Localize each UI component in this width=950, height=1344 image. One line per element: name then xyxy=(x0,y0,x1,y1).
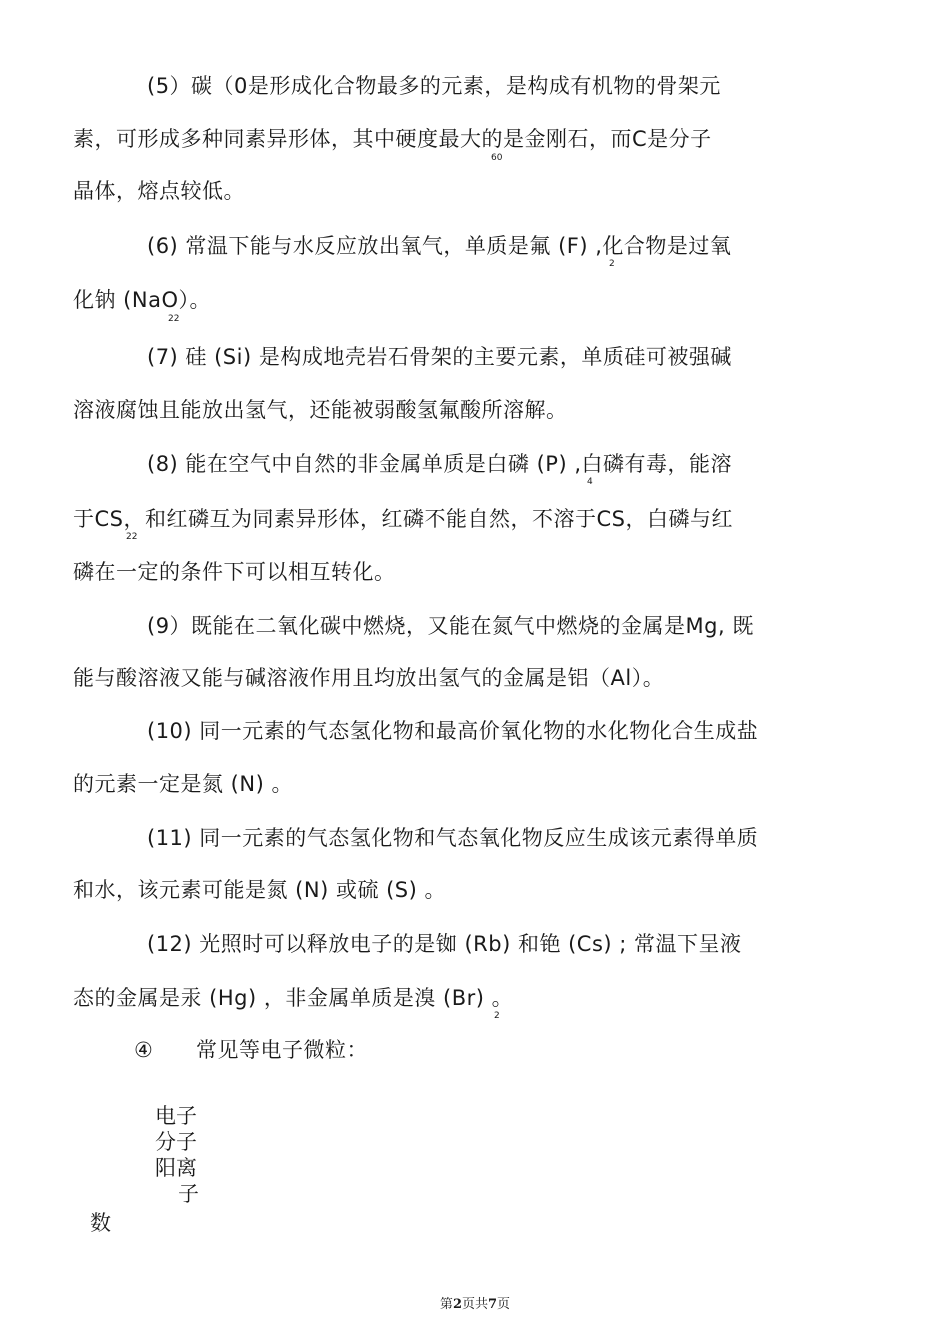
footer-total-pages: 7 xyxy=(488,1297,498,1312)
para-5-line-1: (5）碳（0是形成化合物最多的元素，是构成有机物的骨架元 xyxy=(147,74,721,98)
para-5-line-3: 晶体，熔点较低。 xyxy=(73,179,245,203)
para-8-line-2: 于CS，和红磷互为同素异形体，红磷不能自然，不溶于CS，白磷与红 xyxy=(73,507,733,531)
footer-suffix: 页 xyxy=(497,1297,511,1312)
para-8-line-1: (8) 能在空气中自然的非金属单质是白磷 (P) ,白磷有毒，能溶 xyxy=(147,452,732,476)
para-12-line-1: (12) 光照时可以释放电子的是铷 (Rb) 和铯 (Cs) ; 常温下呈液 xyxy=(147,932,742,956)
section-4-marker: ④ xyxy=(134,1038,154,1062)
footer-prefix: 第 xyxy=(439,1297,453,1312)
para-8-subscript-1: 4 xyxy=(587,477,593,487)
para-9-line-1: (9）既能在二氧化碳中燃烧，又能在氮气中燃烧的金属是Mg, 既 xyxy=(147,614,754,638)
page-footer xyxy=(0,1293,950,1312)
table-header-line-3: 阳离 xyxy=(155,1156,197,1180)
table-header-line-4: 子 xyxy=(178,1182,199,1206)
para-10-line-1: (10) 同一元素的气态氢化物和最高价氧化物的水化物化合生成盐 xyxy=(147,719,759,743)
para-8-subscript-2: 22 xyxy=(126,532,138,542)
para-6-line-2: 化钠 (NaO）。 xyxy=(73,288,211,312)
para-5-subscript: 60 xyxy=(491,153,503,163)
para-11-line-1: (11) 同一元素的气态氢化物和气态氧化物反应生成该元素得单质 xyxy=(147,826,759,850)
table-header-line-1: 电子 xyxy=(155,1104,197,1128)
para-6-subscript-2: 22 xyxy=(168,314,180,324)
para-10-line-2: 的元素一定是氮 (N) 。 xyxy=(73,772,293,796)
table-row-label: 数 xyxy=(90,1211,111,1235)
para-11-line-2: 和水，该元素可能是氮 (N) 或硫 (S) 。 xyxy=(73,878,447,902)
para-12-line-2: 态的金属是汞 (Hg) ，非金属单质是溴 (Br) 。 xyxy=(73,986,514,1010)
para-6-subscript-1: 2 xyxy=(609,259,615,269)
para-7-line-1: (7) 硅 (Si) 是构成地壳岩石骨架的主要元素，单质硅可被强碱 xyxy=(147,345,732,369)
section-4-title: 常见等电子微粒： xyxy=(196,1038,368,1062)
footer-page-number: 2 xyxy=(452,1297,462,1312)
para-9-line-2: 能与酸溶液又能与碱溶液作用且均放出氢气的金属是铝（Al）。 xyxy=(73,666,665,690)
footer-middle: 页共 xyxy=(461,1297,488,1312)
table-header-line-2: 分子 xyxy=(155,1130,197,1154)
para-6-line-1: (6) 常温下能与水反应放出氧气，单质是氟 (F) ,化合物是过氧 xyxy=(147,234,732,258)
para-12-subscript: 2 xyxy=(494,1011,500,1021)
para-7-line-2: 溶液腐蚀且能放出氢气，还能被弱酸氢氟酸所溶解。 xyxy=(73,398,568,422)
para-8-line-3: 磷在一定的条件下可以相互转化。 xyxy=(73,560,396,584)
para-5-line-2: 素，可形成多种同素异形体，其中硬度最大的是金刚石，而C是分子 xyxy=(73,127,712,151)
